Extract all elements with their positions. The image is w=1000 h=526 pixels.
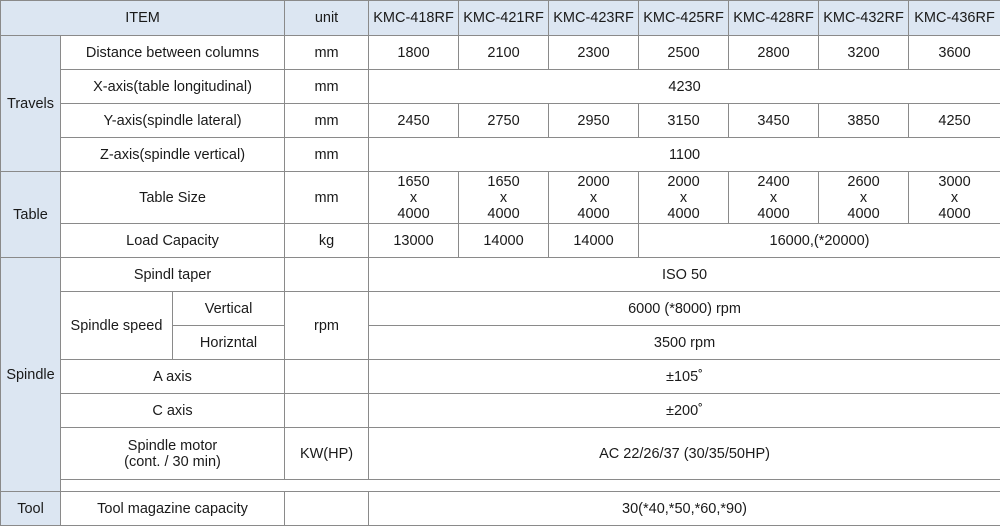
table-row	[1, 138, 1000, 172]
cell-value: 2950	[549, 104, 639, 138]
cell-value: 2600 x 4000	[819, 172, 909, 224]
table-row	[1, 492, 1000, 526]
cell-value: 3450	[729, 104, 819, 138]
row-unit: rpm	[285, 292, 369, 360]
row-label: X-axis(table longitudinal)	[61, 70, 285, 104]
row-label: Z-axis(spindle vertical)	[61, 138, 285, 172]
row-unit-empty	[285, 492, 369, 526]
cell-value: 4250	[909, 104, 1000, 138]
row-label: Spindle motor (cont. / 30 min)	[61, 428, 285, 480]
header-model: KMC-423RF	[549, 1, 639, 36]
cell-value: 3200	[819, 36, 909, 70]
row-unit: mm	[285, 104, 369, 138]
cell-value: 3600	[909, 36, 1000, 70]
cell-value: 1650 x 4000	[369, 172, 459, 224]
category-travels: Travels	[1, 36, 61, 172]
header-model: KMC-425RF	[639, 1, 729, 36]
cell-value: 2000 x 4000	[639, 172, 729, 224]
cell-value: 2000 x 4000	[549, 172, 639, 224]
table-row	[1, 292, 1000, 326]
cell-value-shared: AC 22/26/37 (30/35/50HP)	[369, 428, 1000, 480]
row-label: Tool magazine capacity	[61, 492, 285, 526]
spacer-row	[1, 480, 1000, 492]
header-model: KMC-418RF	[369, 1, 459, 36]
table-row	[1, 104, 1000, 138]
table-row	[1, 70, 1000, 104]
cell-value: 2400 x 4000	[729, 172, 819, 224]
cell-value: 1650 x 4000	[459, 172, 549, 224]
row-unit: mm	[285, 172, 369, 224]
sub-label: Vertical	[173, 292, 285, 326]
table-row	[1, 360, 1000, 394]
row-unit: mm	[285, 138, 369, 172]
cell-value: 2100	[459, 36, 549, 70]
table-row	[1, 172, 1000, 224]
cell-value: 13000	[369, 224, 459, 258]
cell-value: 2800	[729, 36, 819, 70]
cell-value-shared: 4230	[369, 70, 1000, 104]
header-unit: unit	[285, 1, 369, 36]
header-model: KMC-428RF	[729, 1, 819, 36]
table-row	[1, 394, 1000, 428]
cell-value-shared: 3500 rpm	[369, 326, 1000, 360]
cell-value: 3850	[819, 104, 909, 138]
cell-value-shared: 16000,(*20000)	[639, 224, 1000, 258]
header-model: KMC-436RF	[909, 1, 1000, 36]
cell-value: 3000 x 4000	[909, 172, 1000, 224]
cell-value-shared: ±200˚	[369, 394, 1000, 428]
cell-value: 3150	[639, 104, 729, 138]
row-unit-empty	[285, 258, 369, 292]
sub-label: Horizntal	[173, 326, 285, 360]
row-unit: KW(HP)	[285, 428, 369, 480]
row-unit: mm	[285, 36, 369, 70]
row-label: Spindle speed	[61, 292, 173, 360]
header-row	[1, 1, 1000, 36]
category-table: Table	[1, 172, 61, 258]
row-label: Y-axis(spindle lateral)	[61, 104, 285, 138]
row-unit-empty	[285, 360, 369, 394]
header-model: KMC-432RF	[819, 1, 909, 36]
row-unit: mm	[285, 70, 369, 104]
cell-value: 2300	[549, 36, 639, 70]
row-label: A axis	[61, 360, 285, 394]
cell-value: 14000	[549, 224, 639, 258]
cell-value-shared: ±105˚	[369, 360, 1000, 394]
row-label: C axis	[61, 394, 285, 428]
row-label: Distance between columns	[61, 36, 285, 70]
cell-value: 14000	[459, 224, 549, 258]
header-model: KMC-421RF	[459, 1, 549, 36]
cell-value: 1800	[369, 36, 459, 70]
header-item: ITEM	[1, 1, 285, 36]
cell-value: 2750	[459, 104, 549, 138]
cell-value-shared: 30(*40,*50,*60,*90)	[369, 492, 1000, 526]
row-label: Table Size	[61, 172, 285, 224]
table-row	[1, 428, 1000, 480]
table-row	[1, 224, 1000, 258]
cell-value: 2450	[369, 104, 459, 138]
cell-value: 2500	[639, 36, 729, 70]
table-row	[1, 258, 1000, 292]
row-label: Spindl taper	[61, 258, 285, 292]
category-spindle: Spindle	[1, 258, 61, 492]
cell-value-shared: 1100	[369, 138, 1000, 172]
row-unit: kg	[285, 224, 369, 258]
table-row	[1, 36, 1000, 70]
cell-value-shared: ISO 50	[369, 258, 1000, 292]
category-tool: Tool	[1, 492, 61, 526]
row-label: Load Capacity	[61, 224, 285, 258]
row-unit-empty	[285, 394, 369, 428]
cell-value-shared: 6000 (*8000) rpm	[369, 292, 1000, 326]
